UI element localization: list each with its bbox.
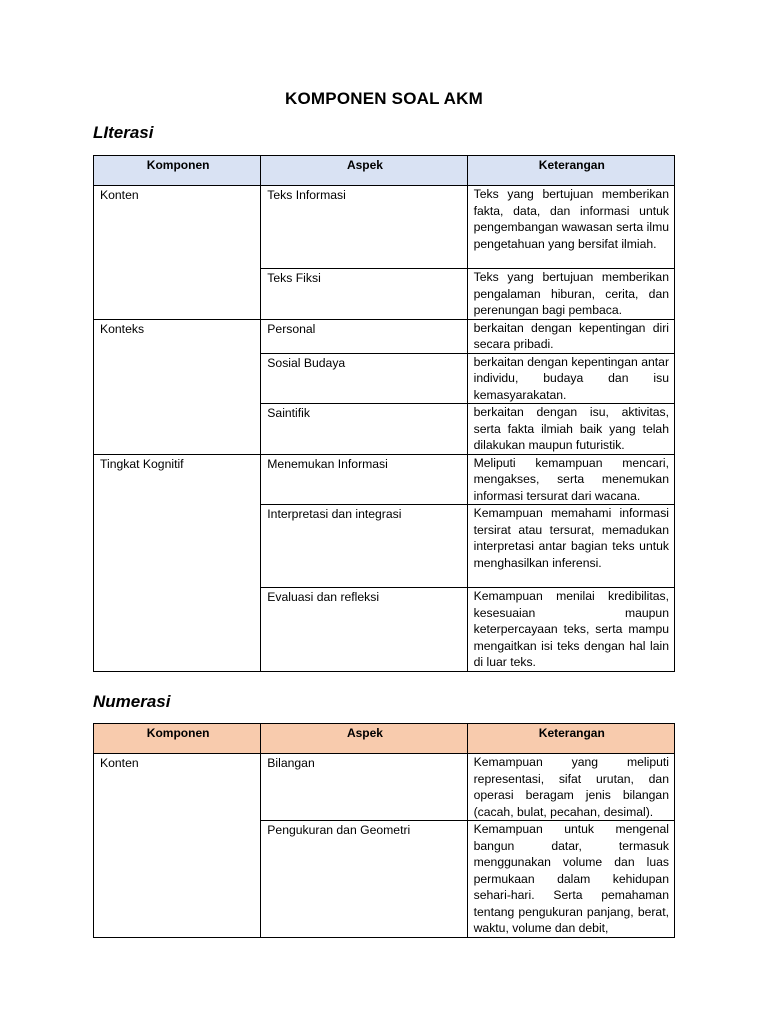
table-header-row <box>94 724 675 754</box>
numerasi-table <box>93 723 675 938</box>
section-heading-numerasi: Numerasi <box>93 692 171 711</box>
document-title: KOMPONEN SOAL AKM <box>285 89 483 108</box>
komponen-cell: Konten <box>94 754 261 938</box>
keterangan-cell: Kemampuan untuk mengenal bangun datar, termasuk menggunakan volume dan luas permukaan dalam kehidupan sehari-hari. Serta pemahaman tentang pengukuran panjang, berat, waktu, volume dan debit, <box>467 821 674 938</box>
komponen-cell: Tingkat Kognitif <box>94 454 261 671</box>
aspek-cell: Personal <box>261 319 467 353</box>
keterangan-cell: berkaitan dengan isu, aktivitas, serta fakta ilmiah baik yang telah dilakukan maupun futuristik. <box>467 404 674 455</box>
aspek-cell: Bilangan <box>261 754 467 821</box>
literasi-table <box>93 155 675 672</box>
keterangan-cell: Kemampuan menilai kredibilitas, kesesuaian maupun keterpercayaan teks, serta mampu mengaitkan isi teks dengan hal lain di luar teks. <box>467 588 674 672</box>
keterangan-cell: Teks yang bertujuan memberikan fakta, data, dan informasi untuk pengembangan wawasan serta ilmu pengetahuan yang bersifat ilmiah. <box>467 186 674 269</box>
aspek-cell: Saintifik <box>261 404 467 455</box>
keterangan-cell: Kemampuan memahami informasi tersirat atau tersurat, memadukan interpretasi antar bagian teks untuk menghasilkan inferensi. <box>467 505 674 588</box>
komponen-cell: Konten <box>94 186 261 320</box>
column-header: Aspek <box>261 724 467 754</box>
keterangan-cell: berkaitan dengan kepentingan antar individu, budaya dan isu kemasyarakatan. <box>467 353 674 404</box>
aspek-cell: Teks Informasi <box>261 186 467 269</box>
aspek-cell: Pengukuran dan Geometri <box>261 821 467 938</box>
keterangan-cell: Teks yang bertujuan memberikan pengalaman hiburan, cerita, dan perenungan bagi pembaca. <box>467 269 674 320</box>
keterangan-cell: berkaitan dengan kepentingan diri secara pribadi. <box>467 319 674 353</box>
column-header: Komponen <box>94 156 261 186</box>
table-row <box>94 319 675 353</box>
column-header: Aspek <box>261 156 467 186</box>
keterangan-cell: Meliputi kemampuan mencari, mengakses, serta menemukan informasi tersurat dari wacana. <box>467 454 674 505</box>
column-header: Keterangan <box>467 724 674 754</box>
table-header-row <box>94 156 675 186</box>
table-row <box>94 186 675 269</box>
column-header: Keterangan <box>467 156 674 186</box>
column-header: Komponen <box>94 724 261 754</box>
aspek-cell: Evaluasi dan refleksi <box>261 588 467 672</box>
aspek-cell: Menemukan Informasi <box>261 454 467 505</box>
section-heading-literasi: LIterasi <box>93 123 154 142</box>
aspek-cell: Teks Fiksi <box>261 269 467 320</box>
aspek-cell: Interpretasi dan integrasi <box>261 505 467 588</box>
aspek-cell: Sosial Budaya <box>261 353 467 404</box>
komponen-cell: Konteks <box>94 319 261 454</box>
keterangan-cell: Kemampuan yang meliputi representasi, sifat urutan, dan operasi beragam jenis bilangan (cacah, bulat, pecahan, desimal). <box>467 754 674 821</box>
table-row <box>94 754 675 821</box>
table-row <box>94 454 675 505</box>
